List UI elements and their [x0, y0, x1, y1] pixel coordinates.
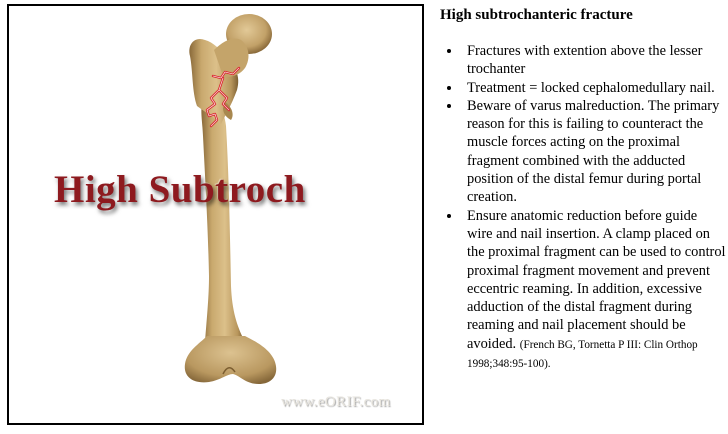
- bullet-text: Treatment = locked cephalomedullary nail.: [467, 79, 715, 96]
- bullet-item-3: [462, 97, 726, 207]
- page-heading: High subtrochanteric fracture: [440, 7, 633, 23]
- citation: (French BG, Tornetta P III: Clin Orthop 1998;348:95-100).: [467, 338, 698, 371]
- bullet-text: Beware of varus malreduction. The primary reason for this is failing to counteract the muscle forces acting on the proximal fragment combined with the adducted position of the distal femur during portal creation.: [467, 97, 720, 206]
- bullet-item-2: [462, 79, 726, 97]
- bullet-item-1: [462, 42, 726, 79]
- distal-condyles: [185, 336, 276, 384]
- bullet-list: [440, 42, 726, 373]
- femur-shaft: [201, 96, 244, 342]
- text-panel: [440, 6, 726, 373]
- femur-illustration: [9, 6, 422, 423]
- femur-figure: [7, 4, 424, 425]
- bullet-text: Ensure anatomic reduction before guide wire and nail insertion. A clamp placed on the proximal fragment can be used to control proximal fragment movement and prevent eccentric reaming. In addition, excessive adduction of the distal fragment during reaming and nail placement should be avoided.: [467, 207, 726, 352]
- watermark: www.eORIF.com: [281, 394, 391, 410]
- bullet-item-4: [462, 207, 726, 374]
- bullet-text: Fractures with extention above the lesser trochanter: [467, 43, 703, 78]
- overlay-title: High Subtroch: [54, 168, 306, 211]
